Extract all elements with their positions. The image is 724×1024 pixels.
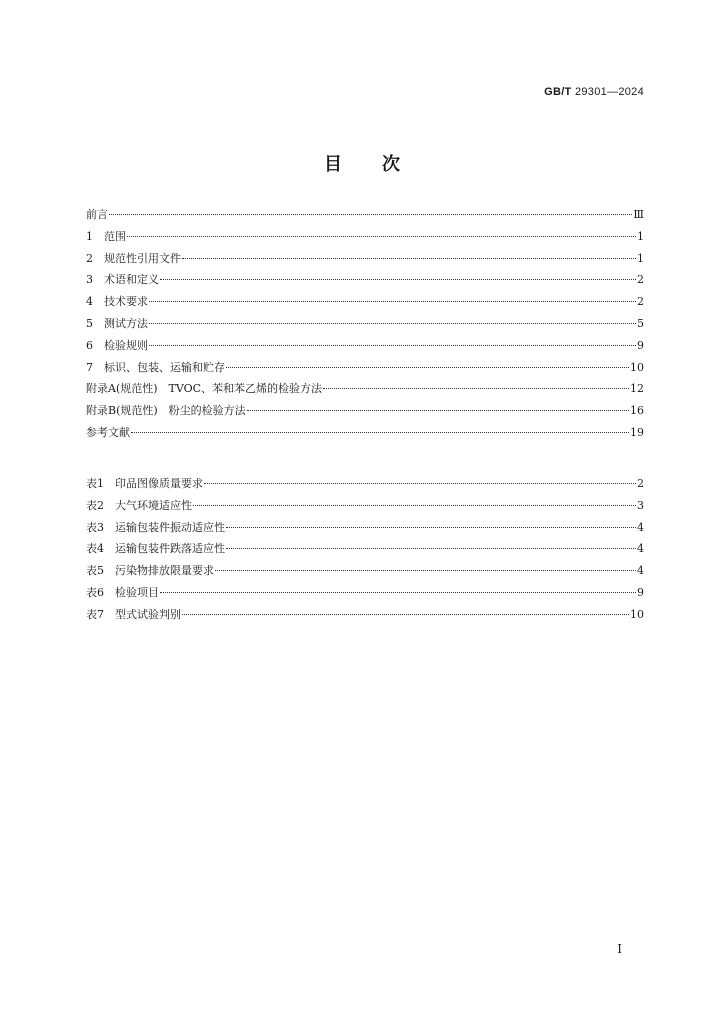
toc-table-4[interactable]	[86, 540, 644, 562]
dot-leader	[160, 592, 636, 593]
toc-label: 表7 型式试验判别	[86, 607, 181, 621]
toc-label: 2 规范性引用文件	[86, 251, 181, 265]
dot-leader	[109, 214, 632, 215]
standard-code	[544, 86, 644, 98]
toc-item-bibliography[interactable]	[86, 424, 644, 446]
toc-table-7[interactable]	[86, 606, 644, 628]
toc-page-number: 19	[630, 425, 644, 439]
toc-page-number: 10	[630, 360, 644, 374]
toc-table-1[interactable]	[86, 475, 644, 497]
toc-item-scope[interactable]	[86, 228, 644, 250]
toc-item-terms-definitions[interactable]	[86, 271, 644, 293]
dot-leader	[149, 301, 636, 302]
dot-leader	[193, 505, 636, 506]
standard-number: 29301—2024	[574, 86, 644, 98]
toc-page-number: Ⅲ	[633, 208, 644, 221]
dot-leader	[160, 279, 636, 280]
toc-label: 表2 大气环境适应性	[86, 498, 192, 512]
toc-label: 5 测试方法	[86, 316, 148, 330]
toc-page-number: 10	[630, 607, 644, 621]
toc-item-test-methods[interactable]	[86, 315, 644, 337]
toc-page-number: 16	[630, 404, 644, 418]
toc-label: 7 标识、包装、运输和贮存	[86, 360, 225, 374]
toc-label: 1 范围	[86, 229, 126, 243]
dot-leader	[226, 548, 636, 549]
dot-leader	[127, 236, 636, 237]
toc-item-inspection-rules[interactable]	[86, 337, 644, 359]
dot-leader	[226, 527, 636, 528]
toc-label: 参考文献	[86, 425, 130, 439]
toc-label: 前言	[86, 208, 108, 221]
toc-label: 表5 污染物排放限量要求	[86, 564, 214, 578]
dot-leader	[182, 614, 629, 615]
toc-page-number: 1	[637, 251, 644, 265]
toc-item-marking-packaging[interactable]	[86, 359, 644, 381]
toc-item-annex-a[interactable]	[86, 380, 644, 402]
toc-label: 表6 检验项目	[86, 585, 159, 599]
toc-item-normative-references[interactable]	[86, 250, 644, 272]
toc-item-annex-b[interactable]	[86, 402, 644, 424]
dot-leader	[182, 258, 636, 259]
toc-label: 3 术语和定义	[86, 273, 159, 287]
dot-leader	[247, 410, 629, 411]
toc-page-number: 2	[637, 477, 644, 490]
toc-page-number: 2	[637, 273, 644, 287]
toc-page-number: 4	[637, 542, 644, 556]
dot-leader	[149, 323, 636, 324]
toc-item-foreword[interactable]	[86, 206, 644, 228]
toc-page-number: 5	[637, 316, 644, 330]
toc-page-number: 9	[637, 585, 644, 599]
toc-label: 表4 运输包装件跌落适应性	[86, 542, 225, 556]
toc-item-technical-requirements[interactable]	[86, 293, 644, 315]
dot-leader	[323, 388, 629, 389]
dot-leader	[226, 367, 629, 368]
toc-page-number: 4	[637, 564, 644, 578]
toc-page-number: 9	[637, 338, 644, 352]
toc-label: 附录B(规范性) 粉尘的检验方法	[86, 404, 246, 418]
toc-page-number: 12	[630, 382, 644, 396]
dot-leader	[215, 570, 636, 571]
dot-leader	[204, 483, 636, 484]
toc-label: 附录A(规范性) TVOC、苯和苯乙烯的检验方法	[86, 382, 323, 396]
toc-page-number: 3	[637, 498, 644, 512]
page-number: I	[617, 942, 622, 956]
toc-label: 表3 运输包装件振动适应性	[86, 520, 225, 534]
toc-label: 表1 印品图像质量要求	[86, 477, 203, 490]
dot-leader	[149, 345, 636, 346]
toc-label: 4 技术要求	[86, 295, 148, 309]
toc-label: 6 检验规则	[86, 338, 148, 352]
toc-table-6[interactable]	[86, 584, 644, 606]
toc-table-5[interactable]	[86, 562, 644, 584]
toc-table-3[interactable]	[86, 519, 644, 541]
toc-table-2[interactable]	[86, 497, 644, 519]
toc-main-list	[86, 206, 644, 446]
dot-leader	[131, 432, 629, 433]
toc-page-number: 1	[637, 229, 644, 243]
standard-prefix: GB/T	[544, 86, 572, 98]
toc-page-number: 2	[637, 295, 644, 309]
toc-tables-list	[86, 475, 644, 628]
toc-page-number: 4	[637, 520, 644, 534]
page-title: 目次	[324, 154, 440, 175]
